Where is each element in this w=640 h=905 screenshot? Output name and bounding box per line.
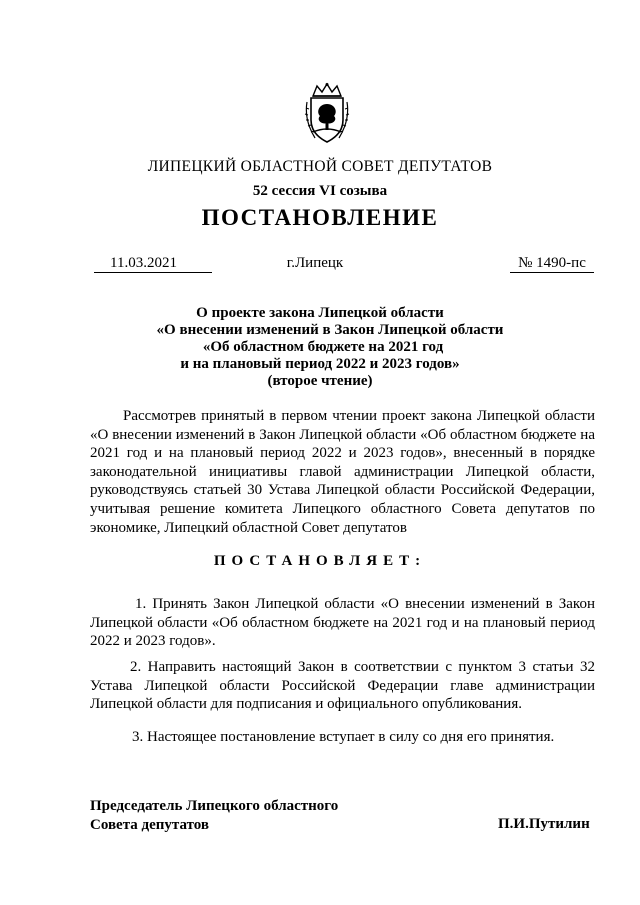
decree-heading: ПОСТАНОВЛЯЕТ: [213, 553, 427, 569]
signatory-name: П.И.Путилин [498, 816, 590, 832]
document-date: 11.03.2021 [94, 254, 212, 273]
title-line: О проекте закона Липецкой области [196, 305, 444, 321]
session-label: 52 сессия VI созыва [252, 183, 388, 199]
decree-item-1: 1. Принять Закон Липецкой области «О внесении изменений в Закон Липецкой области «Об областном бюджете на 2021 год и на плановый период 2022 и 2023 годов». [90, 596, 595, 650]
title-line: (второе чтение) [267, 373, 373, 389]
coat-of-arms-icon [301, 82, 353, 144]
signatory-position-line-2: Совета депутатов [90, 816, 209, 833]
title-line: «О внесении изменений в Закон Липецкой области [156, 322, 504, 338]
title-line: и на плановый период 2022 и 2023 годов» [180, 356, 460, 372]
decree-item-3: 3. Настоящее постановление вступает в силу со дня его принятия. [132, 729, 555, 745]
document-number: № 1490-пс [510, 254, 594, 273]
preamble-paragraph: Рассмотрев принятый в первом чтении проект закона Липецкой области «О внесении изменений в Закон Липецкой области «Об областном бюджете на 2021 год и на плановый период 2022 и 2023 годов», внесенный в порядке законодательной инициативы главой администрации Липецкой области, руководствуясь статьей 30 Устава Липецкой области Российской Федерации, учитывая решение комитета Липецкого областного Совета депутатов по экономике, Липецкий областной Совет депутатов [90, 408, 595, 536]
signatory-position-line-1: Председатель Липецкого областного [90, 798, 339, 814]
document-title [0, 305, 640, 390]
signatory-position [90, 797, 338, 834]
document-city: г.Липецк [286, 255, 344, 271]
title-line: «Об областном бюджете на 2021 год [202, 339, 444, 355]
document-type: ПОСТАНОВЛЕНИЕ [201, 205, 439, 230]
council-name: ЛИПЕЦКИЙ ОБЛАСТНОЙ СОВЕТ ДЕПУТАТОВ [147, 158, 493, 175]
decree-item-2: 2. Направить настоящий Закон в соответствии с пунктом 3 статьи 32 Устава Липецкой области Российской Федерации главе администрации Липецкой области для подписания и официального опубликования. [90, 659, 595, 713]
